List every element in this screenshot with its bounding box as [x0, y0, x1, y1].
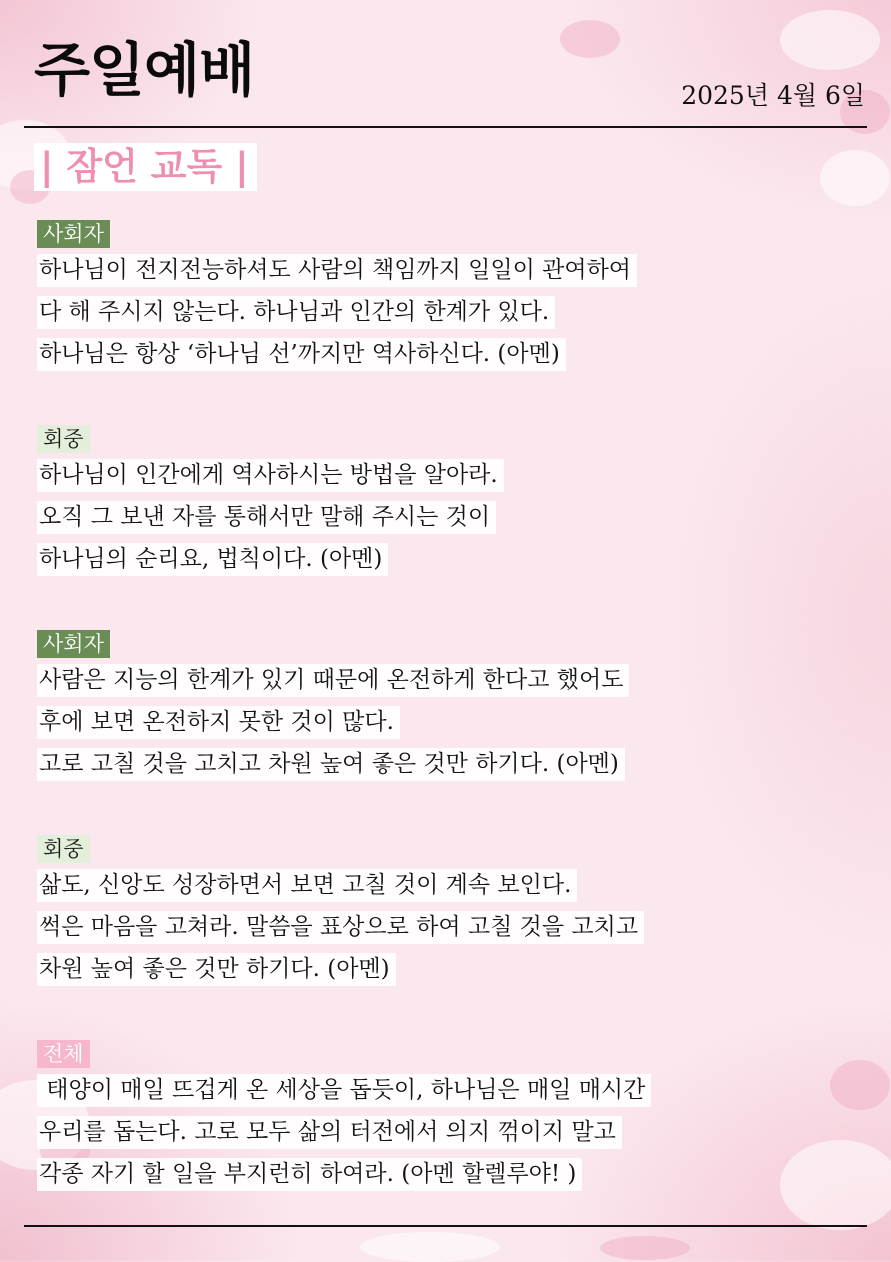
speaker-tag: 사회자: [37, 630, 110, 658]
reading-block: [37, 1040, 837, 1200]
reading-line: 각종 자기 할 일을 부지런히 하여라. (아멘 할렐루야! ): [37, 1158, 582, 1191]
reading-line: 사람은 지능의 한계가 있기 때문에 온전하게 한다고 했어도: [37, 664, 629, 697]
reading-line: 태양이 매일 뜨겁게 온 세상을 돕듯이, 하나님은 매일 매시간: [37, 1074, 651, 1107]
reading-block: [37, 425, 837, 585]
reading-line: 하나님이 전지전능하셔도 사람의 책임까지 일일이 관여하여: [37, 254, 637, 287]
speaker-tag: 사회자: [37, 220, 110, 248]
service-date: 2025년 4월 6일: [681, 81, 865, 110]
reading-line: 썩은 마음을 고쳐라. 말씀을 표상으로 하여 고칠 것을 고치고: [37, 911, 644, 944]
speaker-tag: 전체: [37, 1040, 90, 1068]
header-divider: [24, 126, 867, 128]
reading-line: 차원 높여 좋은 것만 하기다. (아멘): [37, 953, 396, 986]
speaker-tag: 회중: [37, 425, 90, 453]
reading-block: [37, 220, 837, 380]
reading-line: 하나님이 인간에게 역사하시는 방법을 알아라.: [37, 459, 504, 492]
reading-block: [37, 630, 837, 790]
reading-line: 하나님의 순리요, 법칙이다. (아멘): [37, 543, 388, 576]
reading-line: 삶도, 신앙도 성장하면서 보면 고칠 것이 계속 보인다.: [37, 869, 577, 902]
reading-line: 우리를 돕는다. 고로 모두 삶의 터전에서 의지 꺾이지 말고: [37, 1116, 622, 1149]
reading-line: 하나님은 항상 ‘하나님 선’까지만 역사하신다. (아멘): [37, 338, 566, 371]
reading-block: [37, 835, 837, 995]
reading-line: 다 해 주시지 않는다. 하나님과 인간의 한계가 있다.: [37, 296, 555, 329]
footer-divider: [24, 1225, 867, 1227]
reading-line: 후에 보면 온전하지 못한 것이 많다.: [37, 706, 400, 739]
speaker-tag: 회중: [37, 835, 90, 863]
reading-line: 오직 그 보낸 자를 통해서만 말해 주시는 것이: [37, 501, 496, 534]
section-title: | 잠언 교독 |: [34, 143, 257, 191]
reading-line: 고로 고칠 것을 고치고 차원 높여 좋은 것만 하기다. (아멘): [37, 748, 625, 781]
page-title: 주일예배: [34, 36, 255, 104]
